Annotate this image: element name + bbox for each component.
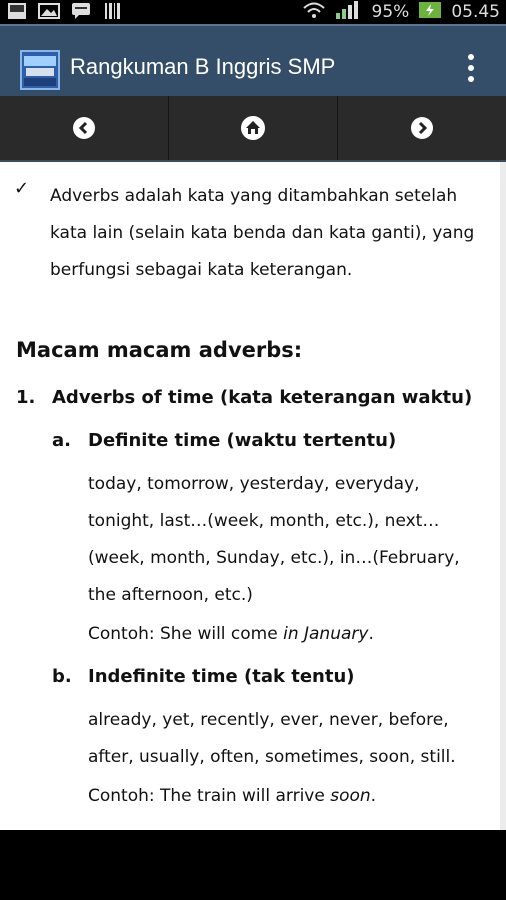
chevron-left-icon bbox=[73, 117, 95, 139]
overflow-menu-icon[interactable] bbox=[466, 54, 476, 90]
sub-label: a. bbox=[52, 430, 71, 451]
wifi-icon bbox=[302, 1, 326, 24]
status-bar bbox=[0, 0, 506, 24]
app-bar bbox=[0, 24, 506, 96]
notification-icons bbox=[6, 2, 124, 20]
sub-b-text: already, yet, recently, ever, never, before, after, usually, often, sometimes, soon, still. bbox=[88, 710, 456, 767]
home-icon bbox=[241, 116, 265, 140]
section-heading: Macam macam adverbs: bbox=[16, 338, 303, 362]
home-button[interactable] bbox=[169, 96, 338, 160]
sub-item-b bbox=[52, 666, 355, 687]
list-item-1 bbox=[16, 387, 472, 408]
sub-a-text: today, tomorrow, yesterday, everyday, tonight, last…(week, month, etc.), next…(week, month, Sunday, etc.), in…(February, the afternoon, etc.) bbox=[88, 474, 460, 605]
sub-b-example: Contoh: The train will arrive soon. bbox=[88, 786, 377, 806]
forward-button[interactable] bbox=[338, 96, 506, 160]
bottom-blank-area bbox=[0, 830, 506, 900]
content-area[interactable] bbox=[0, 162, 506, 830]
battery-percent: 95% bbox=[371, 2, 410, 22]
clock: 05.45 bbox=[451, 2, 500, 22]
sub-title: Definite time (waktu tertentu) bbox=[88, 430, 397, 451]
sub-a-example: Contoh: She will come in January. bbox=[88, 624, 374, 644]
sub-title: Indefinite time (tak tentu) bbox=[88, 666, 355, 687]
app-title: Rangkuman B Inggris SMP bbox=[70, 54, 336, 79]
system-status bbox=[302, 0, 500, 24]
app-notification-icon bbox=[6, 2, 28, 20]
list-item-title: Adverbs of time (kata keterangan waktu) bbox=[52, 387, 473, 408]
list-number: 1. bbox=[16, 387, 36, 408]
chat-icon bbox=[70, 2, 92, 20]
back-button[interactable] bbox=[0, 96, 169, 160]
app-logo-icon[interactable] bbox=[20, 50, 60, 90]
checkmark-icon: ✓ bbox=[14, 178, 30, 199]
intro-text: Adverbs adalah kata yang ditambahkan setelah kata lain (selain kata benda dan kata ganti), yang berfungsi sebagai kata keterangan. bbox=[50, 186, 475, 280]
intro-paragraph bbox=[14, 178, 484, 289]
gallery-icon bbox=[38, 2, 60, 20]
sub-label: b. bbox=[52, 666, 72, 687]
battery-icon bbox=[417, 0, 443, 25]
chevron-right-icon bbox=[411, 117, 433, 139]
barcode-icon bbox=[102, 2, 124, 20]
navigation-bar bbox=[0, 96, 506, 162]
sub-item-a bbox=[52, 430, 396, 451]
signal-icon bbox=[334, 1, 364, 24]
